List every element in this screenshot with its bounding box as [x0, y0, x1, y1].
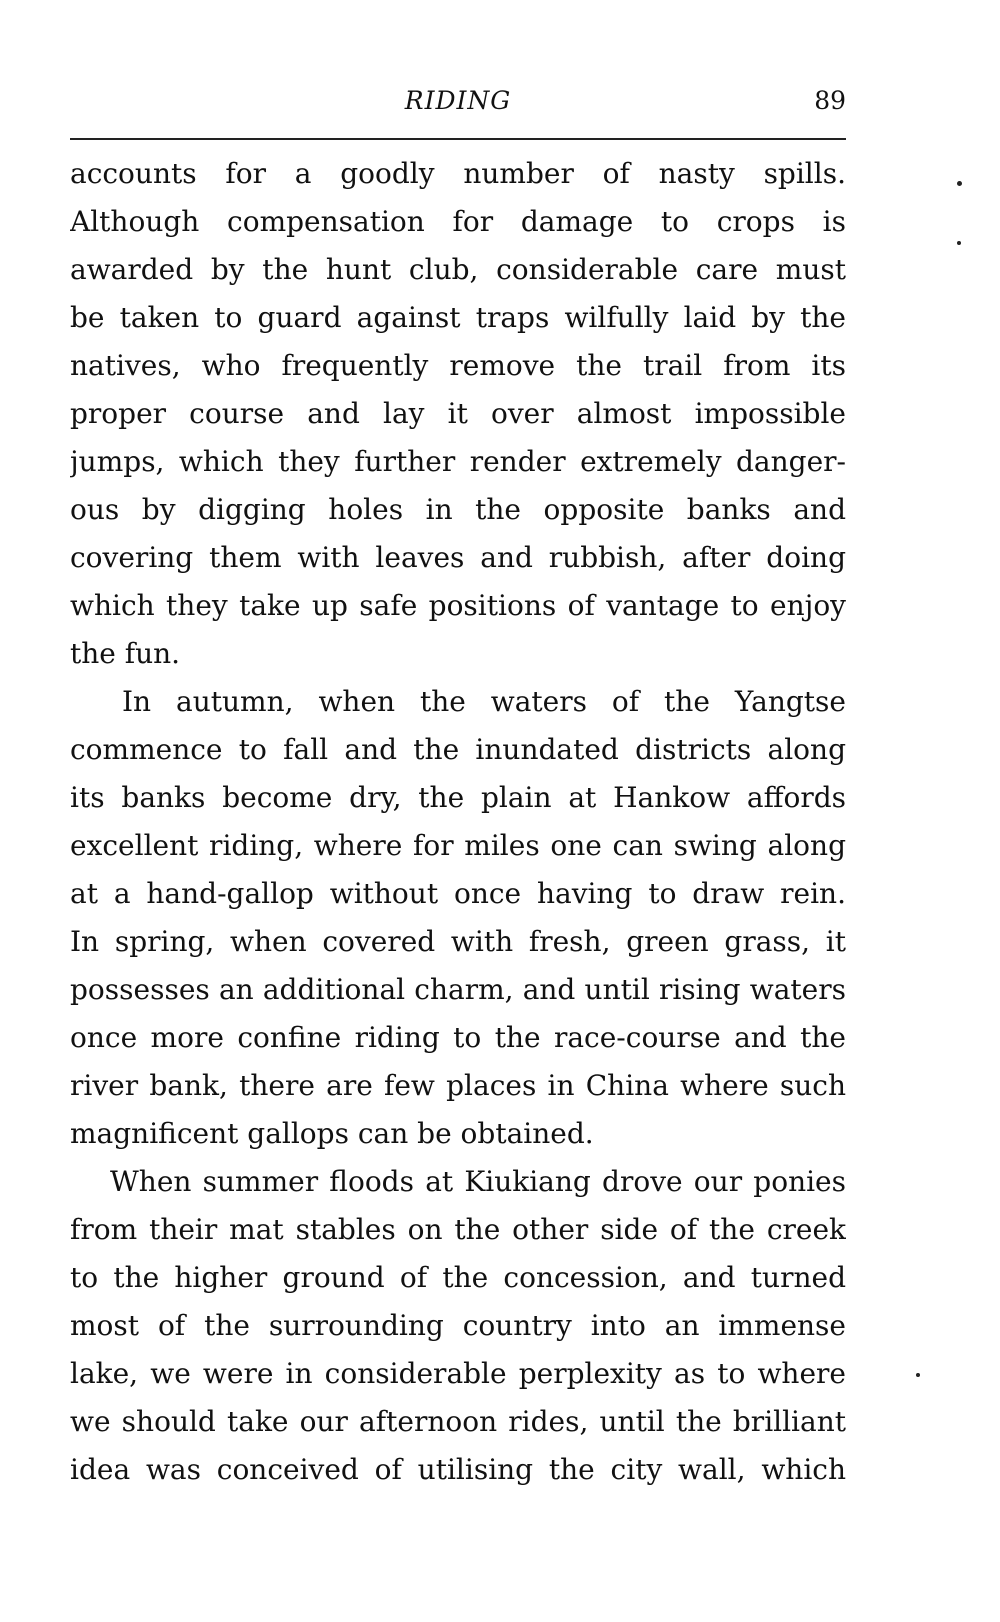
text-line: from their mat stables on the other side of the creek — [70, 1213, 846, 1246]
text-line: Although compensation for damage to crops is — [70, 205, 846, 238]
text-line: In autumn, when the waters of the Yangtse — [122, 685, 846, 718]
paragraph-3 — [70, 1158, 846, 1494]
text-line: we should take our afternoon rides, until the brilliant — [70, 1405, 846, 1438]
text-line: commence to fall and the inundated districts along — [70, 733, 846, 766]
text-line: once more confine riding to the race-course and the — [70, 1021, 846, 1054]
text-line: river bank, there are few places in China where such — [70, 1069, 846, 1102]
ink-speck — [916, 1373, 920, 1377]
text-line: which they take up safe positions of vantage to enjoy — [70, 589, 846, 622]
running-title: RIDING — [404, 86, 512, 115]
ink-speck — [957, 181, 962, 186]
text-line: most of the surrounding country into an immense — [70, 1309, 846, 1342]
text-line: at a hand-gallop without once having to draw rein. — [70, 877, 846, 910]
text-line: natives, who frequently remove the trail from its — [70, 349, 846, 382]
text-line: awarded by the hunt club, considerable care must — [70, 253, 846, 286]
text-line: to the higher ground of the concession, and turned — [70, 1261, 846, 1294]
text-line: When summer floods at Kiukiang drove our ponies — [110, 1165, 846, 1198]
text-line: covering them with leaves and rubbish, after doing — [70, 541, 846, 574]
running-header — [70, 86, 846, 120]
text-line: proper course and lay it over almost impossible — [70, 397, 846, 430]
page-number: 89 — [814, 86, 846, 115]
text-line: magnificent gallops can be obtained. — [70, 1117, 594, 1150]
ink-speck — [957, 241, 961, 245]
text-line: accounts for a goodly number of nasty spills. — [70, 157, 846, 190]
header-rule — [70, 138, 846, 140]
text-line: idea was conceived of utilising the city wall, which — [70, 1453, 846, 1486]
text-line: possesses an additional charm, and until rising waters — [70, 973, 846, 1006]
text-line: lake, we were in considerable perplexity as to where — [70, 1357, 846, 1390]
paragraph-1 — [70, 150, 846, 678]
text-line: In spring, when covered with fresh, green grass, it — [70, 925, 846, 958]
text-line: the fun. — [70, 637, 181, 670]
text-line: be taken to guard against traps wilfully laid by the — [70, 301, 846, 334]
body-text — [70, 150, 846, 1494]
text-line: ous by digging holes in the opposite banks and — [70, 493, 846, 526]
text-line: jumps, which they further render extremely danger- — [70, 445, 846, 478]
text-line: its banks become dry, the plain at Hankow affords — [70, 781, 846, 814]
paragraph-2 — [70, 678, 846, 1158]
text-line: excellent riding, where for miles one can swing along — [70, 829, 846, 862]
